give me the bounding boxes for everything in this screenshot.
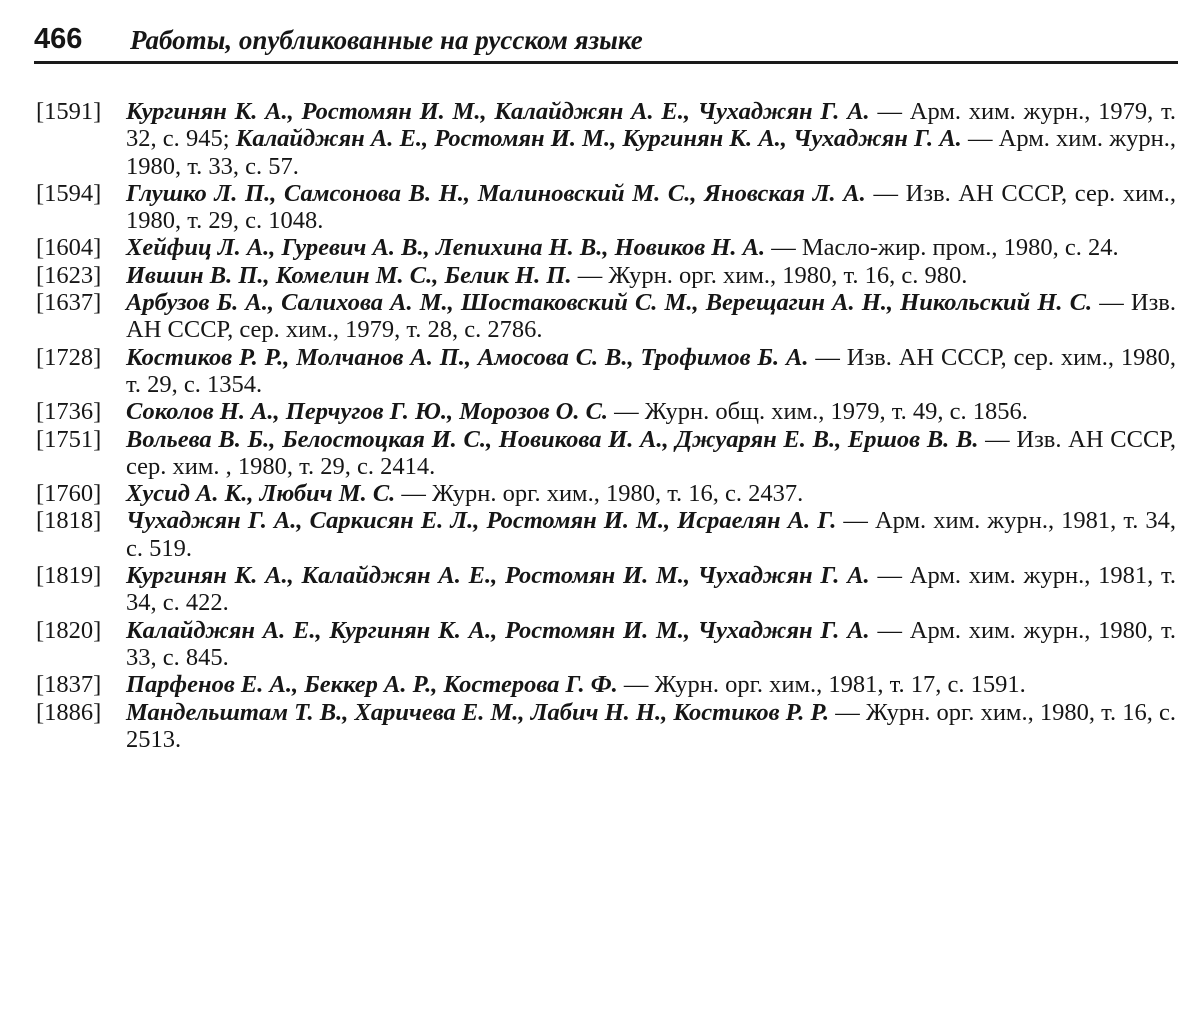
reference-body: Кургинян К. А., Калайджян А. Е., Ростомян И. М., Чухаджян Г. А. — Арм. хим. журн., 1981, т. 34, с. 422.: [126, 562, 1176, 617]
reference-number: [1604]: [36, 234, 102, 262]
reference-source: Арм. хим. журн., 1979, т. 32, с. 945;: [126, 98, 1176, 153]
reference-authors: Ившин В. П., Комелин М. С., Белик Н. П.: [126, 261, 572, 289]
reference-source: Изв. АН СССР, сер. хим., 1980, т. 29, с. 1048.: [126, 179, 1176, 235]
reference-body: Мандельштам Т. В., Харичева Е. М., Лабич Н. Н., Костиков Р. Р. — Журн. орг. хим., 1980, т. 16, с. 2513.: [126, 698, 1176, 753]
reference-number: [1637]: [36, 289, 102, 317]
reference-body: Соколов Н. А., Перчугов Г. Ю., Морозов О. С. — Журн. общ. хим., 1979, т. 49, с. 1856.: [126, 398, 1028, 426]
reference-entry: [36, 426, 1176, 481]
reference-entry: [36, 262, 1176, 289]
reference-source: Журн. орг. хим., 1980, т. 16, с. 2513.: [126, 698, 1176, 753]
reference-entry: [36, 98, 1176, 180]
reference-source: Изв. АН СССР, сер. хим. , 1980, т. 29, с. 2414.: [126, 425, 1176, 480]
reference-body: Кургинян К. А., Ростомян И. М., Калайджян А. Е., Чухаджян Г. А. — Арм. хим. журн., 1979, т. 32, с. 945; Калайджян А. Е., Ростомян И. М., Кургинян К. А., Чухаджян Г. А. — Арм. хим. журн., 1980, т. 33, с. 57.: [126, 98, 1177, 180]
reference-number: [1751]: [36, 425, 102, 453]
reference-number: [1728]: [36, 343, 102, 371]
reference-body: Глушко Л. П., Самсонова В. Н., Малиновский М. С., Яновская Л. А. — Изв. АН СССР, сер. хим., 1980, т. 29, с. 1048.: [126, 179, 1176, 235]
page-number: 466: [34, 23, 83, 55]
reference-source: Журн. орг. хим., 1981, т. 17, с. 1591.: [654, 671, 1026, 699]
reference-body: Калайджян А. Е., Кургинян К. А., Ростомян И. М., Чухаджян Г. А. — Арм. хим. журн., 1980, т. 33, с. 845.: [126, 616, 1176, 671]
reference-body: Хусид А. К., Любич М. С. — Журн. орг. хим., 1980, т. 16, с. 2437.: [126, 480, 804, 508]
reference-list: [36, 98, 1176, 753]
reference-authors: Соколов Н. А., Перчугов Г. Ю., Морозов О. С.: [126, 398, 609, 426]
reference-number: [1819]: [36, 562, 102, 590]
reference-authors: Кургинян К. А., Ростомян И. М., Калайджян А. Е., Чухаджян Г. А.: [126, 98, 870, 125]
reference-authors: Хусид А. К., Любич М. С.: [126, 480, 396, 508]
reference-body: Чухаджян Г. А., Саркисян Е. Л., Ростомян И. М., Исраелян А. Г. — Арм. хим. журн., 1981, т. 34, с. 519.: [126, 507, 1177, 562]
reference-number: [1820]: [36, 616, 102, 644]
reference-source: Арм. хим. журн., 1981, т. 34, с. 519.: [126, 507, 1177, 562]
reference-source: Арм. хим. журн., 1981, т. 34, с. 422.: [126, 562, 1176, 617]
reference-source: Журн. орг. хим., 1980, т. 16, с. 980.: [608, 261, 968, 289]
reference-source: Журн. общ. хим., 1979, т. 49, с. 1856.: [644, 398, 1028, 426]
reference-number: [1623]: [36, 261, 102, 289]
reference-entry: [36, 234, 1176, 261]
reference-authors: Хейфиц Л. А., Гуревич А. В., Лепихина Н. В., Новиков Н. А.: [126, 234, 766, 262]
reference-authors: Кургинян К. А., Калайджян А. Е., Ростомян И. М., Чухаджян Г. А.: [126, 562, 870, 590]
reference-authors: Парфенов Е. А., Беккер А. Р., Костерова Г. Ф.: [126, 671, 618, 699]
reference-entry: [36, 289, 1176, 344]
reference-authors: Вольева В. Б., Белостоцкая И. С., Новикова И. А., Джуарян Е. В., Ершов В. В.: [126, 425, 979, 453]
reference-entry: [36, 398, 1176, 425]
reference-authors: Чухаджян Г. А., Саркисян Е. Л., Ростомян И. М., Исраелян А. Г.: [126, 507, 837, 535]
reference-authors: Арбузов Б. А., Салихова А. М., Шостаковский С. М., Верещагин А. Н., Никольский Н. С.: [126, 289, 1093, 317]
reference-body: Вольева В. Б., Белостоцкая И. С., Новикова И. А., Джуарян Е. В., Ершов В. В. — Изв. АН СССР, сер. хим. , 1980, т. 29, с. 2414.: [126, 425, 1176, 480]
reference-number: [1591]: [36, 98, 102, 125]
reference-source: Журн. орг. хим., 1980, т. 16, с. 2437.: [432, 480, 804, 508]
reference-authors: Мандельштам Т. В., Харичева Е. М., Лабич Н. Н., Костиков Р. Р.: [126, 698, 830, 726]
reference-number: [1594]: [36, 179, 102, 207]
running-head: [34, 22, 1178, 64]
reference-authors: Калайджян А. Е., Кургинян К. А., Ростомян И. М., Чухаджян Г. А.: [126, 616, 870, 644]
reference-entry: [36, 617, 1176, 672]
running-title: Работы, опубликованные на русском языке: [130, 25, 643, 55]
reference-source: Изв. АН СССР, сер. хим., 1980, т. 29, с. 1354.: [126, 343, 1177, 398]
reference-source: Изв. АН СССР, сер. хим., 1979, т. 28, с. 2786.: [126, 289, 1176, 344]
reference-authors: Калайджян А. Е., Ростомян И. М., Кургинян К. А., Чухаджян Г. А.: [235, 125, 962, 153]
reference-entry: [36, 180, 1176, 235]
reference-source: Масло-жир. пром., 1980, с. 24.: [801, 234, 1119, 262]
reference-source: Арм. хим. журн., 1980, т. 33, с. 57.: [126, 125, 1177, 180]
reference-number: [1760]: [36, 480, 102, 508]
reference-number: [1818]: [36, 507, 102, 535]
reference-entry: [36, 480, 1176, 507]
reference-body: Ившин В. П., Комелин М. С., Белик Н. П. — Журн. орг. хим., 1980, т. 16, с. 980.: [126, 261, 968, 289]
reference-body: Арбузов Б. А., Салихова А. М., Шостаковский С. М., Верещагин А. Н., Никольский Н. С. — Изв. АН СССР, сер. хим., 1979, т. 28, с. 2786.: [126, 289, 1176, 344]
reference-body: Парфенов Е. А., Беккер А. Р., Костерова Г. Ф. — Журн. орг. хим., 1981, т. 17, с. 1591.: [126, 671, 1026, 699]
reference-entry: [36, 507, 1176, 562]
reference-source: Арм. хим. журн., 1980, т. 33, с. 845.: [126, 616, 1176, 671]
reference-number: [1837]: [36, 671, 102, 699]
reference-number: [1736]: [36, 398, 102, 426]
reference-body: Хейфиц Л. А., Гуревич А. В., Лепихина Н. В., Новиков Н. А. — Масло-жир. пром., 1980, с. 24.: [126, 234, 1119, 262]
reference-entry: [36, 699, 1176, 754]
reference-body: Костиков Р. Р., Молчанов А. П., Амосова С. В., Трофимов Б. А. — Изв. АН СССР, сер. хим., 1980, т. 29, с. 1354.: [126, 343, 1177, 398]
reference-entry: [36, 344, 1176, 399]
reference-number: [1886]: [36, 698, 102, 726]
reference-entry: [36, 562, 1176, 617]
reference-authors: Глушко Л. П., Самсонова В. Н., Малиновский М. С., Яновская Л. А.: [126, 179, 866, 207]
reference-authors: Костиков Р. Р., Молчанов А. П., Амосова С. В., Трофимов Б. А.: [126, 343, 809, 371]
reference-entry: [36, 671, 1176, 698]
